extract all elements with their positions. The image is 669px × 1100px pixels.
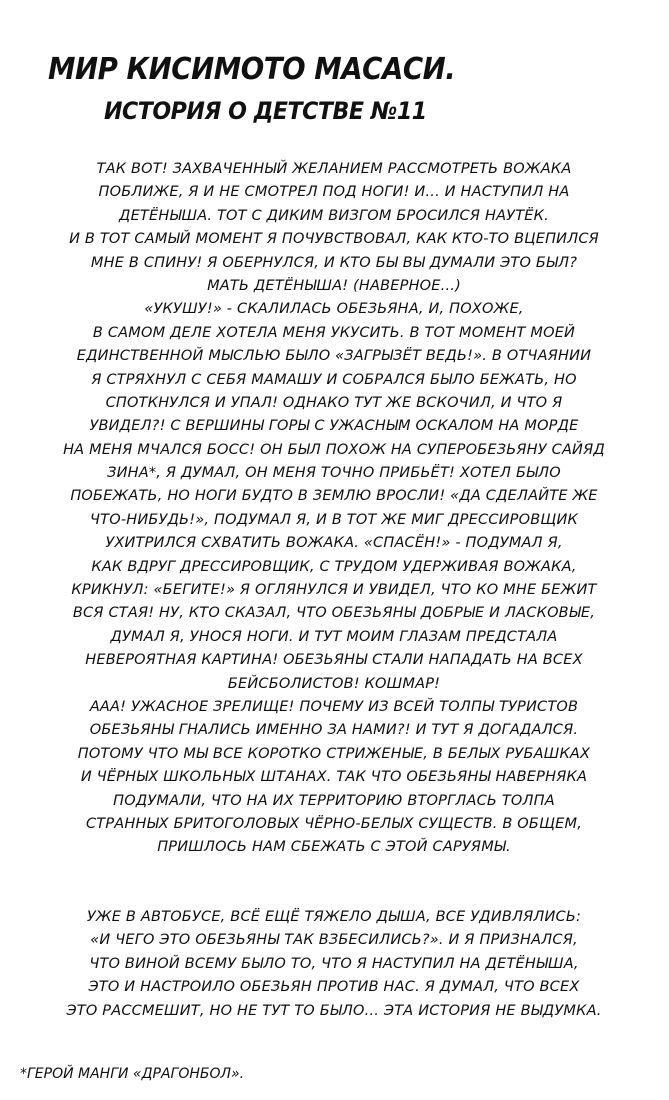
text-line: ПОБЕЖАТЬ, НО НОГИ БУДТО В ЗЕМЛЮ ВРОСЛИ! «ДА СДЕЛАЙТЕ ЖЕ xyxy=(70,488,598,505)
text-line: И ЧЁРНЫХ ШКОЛЬНЫХ ШТАНАХ. ТАК ЧТО ОБЕЗЬЯНЫ НАВЕРНЯКА xyxy=(80,769,588,786)
text-line: В САМОМ ДЕЛЕ ХОТЕЛА МЕНЯ УКУСИТЬ. В ТОТ МОМЕНТ МОЕЙ xyxy=(92,324,576,341)
text-line: ПОДУМАЛИ, ЧТО НА ИХ ТЕРРИТОРИЮ ВТОРГЛАСЬ ТОЛПА xyxy=(113,792,555,809)
text-line: Я СТРЯХНУЛ С СЕБЯ МАМАШУ И СОБРАЛСЯ БЫЛО БЕЖАТЬ, НО xyxy=(91,371,577,388)
text-line: ЧТО ВИНОЙ ВСЕМУ БЫЛО ТО, ЧТО Я НАСТУПИЛ НА ДЕТЁНЫША, xyxy=(89,955,579,972)
text-line: «УКУШУ!» - СКАЛИЛАСЬ ОБЕЗЬЯНА, И, ПОХОЖЕ, xyxy=(144,301,524,318)
text-line: БЕЙСБОЛИСТОВ! КОШМАР! xyxy=(227,675,441,692)
epilogue-text xyxy=(14,906,654,1023)
text-line: ЧТО-НИБУДЬ!», ПОДУМАЛ Я, И В ТОТ ЖЕ МИГ ДРЕССИРОВЩИК xyxy=(90,511,578,528)
text-line: И В ТОТ САМЫЙ МОМЕНТ Я ПОЧУВСТВОВАЛ, КАК КТО-ТО ВЦЕПИЛСЯ xyxy=(69,231,599,248)
text-line: ТАК ВОТ! ЗАХВАЧЕННЫЙ ЖЕЛАНИЕМ РАССМОТРЕТЬ ВОЖАКА xyxy=(96,161,572,177)
text-line: УХИТРИЛСЯ СХВАТИТЬ ВОЖАКА. «СПАСЁН!» - ПОДУМАЛ Я, xyxy=(105,535,563,552)
text-line: КРИКНУЛ: «БЕГИТЕ!» Я ОГЛЯНУЛСЯ И УВИДЕЛ, ЧТО КО МНЕ БЕЖИТ xyxy=(71,582,597,599)
text-line: МАТЬ ДЕТЁНЫША! (НАВЕРНОЕ...) xyxy=(207,277,461,294)
text-line: ЗИНА*, Я ДУМАЛ, ОН МЕНЯ ТОЧНО ПРИБЬЁТ! ХОТЕЛ БЫЛО xyxy=(107,465,561,482)
text-line: СТРАННЫХ БРИТОГОЛОВЫХ ЧЁРНО-БЕЛЫХ СУЩЕСТВ. В ОБЩЕМ, xyxy=(85,815,583,832)
footnote: *ГЕРОЙ МАНГИ «ДРАГОНБОЛ». xyxy=(20,1066,245,1082)
text-line: «И ЧЕГО ЭТО ОБЕЗЬЯНЫ ТАК ВЗБЕСИЛИСЬ?». И Я ПРИЗНАЛСЯ, xyxy=(90,932,578,949)
text-line: УВИДЕЛ?! С ВЕРШИНЫ ГОРЫ С УЖАСНЫМ ОСКАЛОМ НА МОРДЕ xyxy=(89,418,579,435)
text-line: НА МЕНЯ МЧАЛСЯ БОСС! ОН БЫЛ ПОХОЖ НА СУПЕРОБЕЗЬЯНУ САЙЯД xyxy=(63,441,605,458)
text-line: ВСЯ СТАЯ! НУ, КТО СКАЗАЛ, ЧТО ОБЕЗЬЯНЫ ДОБРЫЕ И ЛАСКОВЫЕ, xyxy=(72,605,596,622)
text-line: КАК ВДРУГ ДРЕССИРОВЩИК, С ТРУДОМ УДЕРЖИВАЯ ВОЖАКА, xyxy=(91,558,577,575)
text-line: ПОТОМУ ЧТО МЫ ВСЕ КОРОТКО СТРИЖЕНЫЕ, В БЕЛЫХ РУБАШКАХ xyxy=(77,745,591,762)
text-line: ААА! УЖАСНОЕ ЗРЕЛИЩЕ! ПОЧЕМУ ИЗ ВСЕЙ ТОЛПЫ ТУРИСТОВ xyxy=(89,698,579,715)
text-line: ЕДИНСТВЕННОЙ МЫСЛЬЮ БЫЛО «ЗАГРЫЗЁТ ВЕДЬ!». В ОТЧАЯНИИ xyxy=(76,348,592,365)
text-line: УЖЕ В АВТОБУСЕ, ВСЁ ЕЩЁ ТЯЖЕЛО ДЫША, ВСЕ УДИВЛЯЛИСЬ: xyxy=(86,909,582,925)
text-line: ДЕТЁНЫША. ТОТ С ДИКИМ ВИЗГОМ БРОСИЛСЯ НАУТЁК. xyxy=(119,207,549,224)
text-line: ЭТО И НАСТРОИЛО ОБЕЗЬЯН ПРОТИВ НАС. Я ДУМАЛ, ЧТО ВСЕХ xyxy=(88,979,580,996)
text-line: НЕВЕРОЯТНАЯ КАРТИНА! ОБЕЗЬЯНЫ СТАЛИ НАПАДАТЬ НА ВСЕХ xyxy=(85,652,583,669)
text-line: ДУМАЛ Я, УНОСЯ НОГИ. И ТУТ МОИМ ГЛАЗАМ ПРЕДСТАЛА xyxy=(110,628,558,645)
page-title: МИР КИСИМОТО МАСАСИ. xyxy=(48,52,456,87)
text-line: ЭТО РАССМЕШИТ, НО НЕ ТУТ ТО БЫЛО... ЭТА ИСТОРИЯ НЕ ВЫДУМКА. xyxy=(66,1002,602,1019)
page-subtitle: ИСТОРИЯ О ДЕТСТВЕ №11 xyxy=(104,97,427,125)
text-line: СПОТКНУЛСЯ И УПАЛ! ОДНАКО ТУТ ЖЕ ВСКОЧИЛ, И ЧТО Я xyxy=(105,394,563,411)
text-line: МНЕ В СПИНУ! Я ОБЕРНУЛСЯ, И КТО БЫ ВЫ ДУМАЛИ ЭТО БЫЛ? xyxy=(90,254,578,271)
text-line: ОБЕЗЬЯНЫ ГНАЛИСЬ ИМЕННО ЗА НАМИ?! И ТУТ Я ДОГАДАЛСЯ. xyxy=(89,722,579,739)
text-line: ПОБЛИЖЕ, Я И НЕ СМОТРЕЛ ПОД НОГИ! И... И НАСТУПИЛ НА xyxy=(98,184,570,201)
text-line: ПРИШЛОСЬ НАМ СБЕЖАТЬ С ЭТОЙ САРУЯМЫ. xyxy=(157,839,511,856)
main-story-text xyxy=(14,158,654,860)
